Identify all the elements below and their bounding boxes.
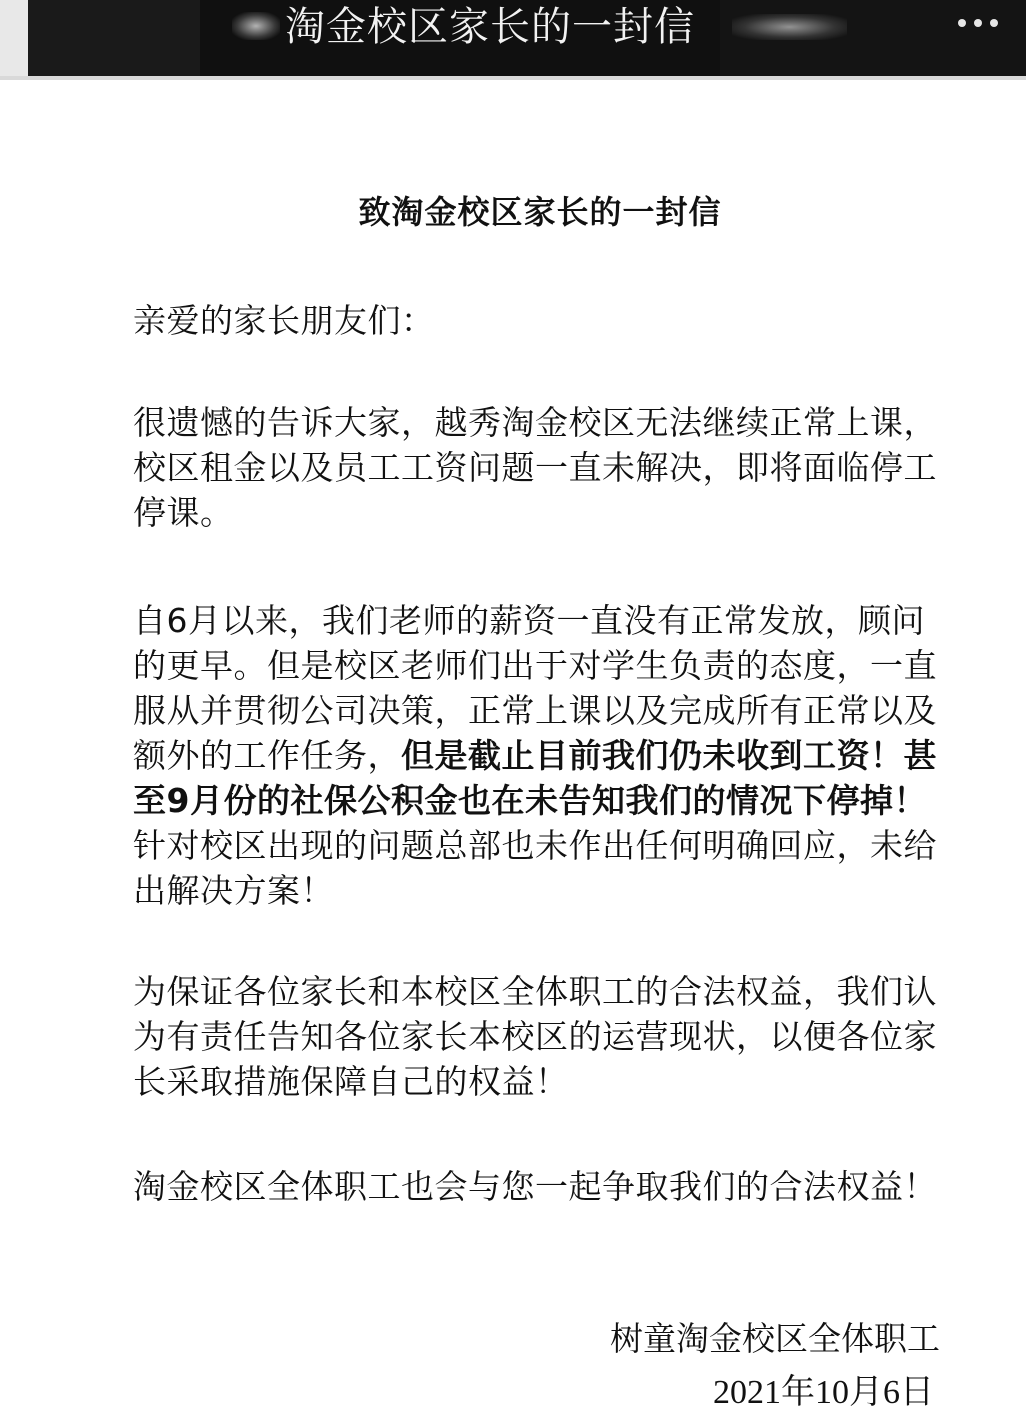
paragraph-2-intro: 自6月以来，我们老师的薪资一直没有正常发放，顾问的更早。但是校区老师们出于对学生负责的态度，一直服从并贯彻公司决策，正常上课以及完成所有正常以及额外的工作任务， bbox=[133, 601, 937, 775]
blurred-title-prefix bbox=[232, 12, 280, 40]
more-dot-icon bbox=[974, 19, 982, 27]
letter-paragraph-1: 很遗憾的告诉大家，越秀淘金校区无法继续正常上课，校区租金以及员工工资问题一直未解决，即将面临停工停课。 bbox=[133, 403, 937, 532]
more-dot-icon bbox=[958, 19, 966, 27]
letter-signature: 树童淘金校区全体职工 bbox=[610, 1319, 940, 1358]
letter-paragraph-2 bbox=[133, 598, 943, 913]
more-options-icon[interactable] bbox=[958, 18, 998, 28]
letter-date: 2021年10月6日 bbox=[713, 1374, 934, 1411]
header-left-panel bbox=[28, 0, 200, 76]
more-dot-icon bbox=[990, 19, 998, 27]
paragraph-2-emphasis: 但是截止目前我们仍未收到工资！甚至9月份的社保公积金也在未告知我们的情况下停掉！ bbox=[133, 736, 937, 820]
paragraph-2-conclusion: 针对校区出现的问题总部也未作出任何明确回应，未给出解决方案！ bbox=[133, 826, 937, 910]
letter-paragraph-4: 淘金校区全体职工也会与您一起争取我们的合法权益！ bbox=[133, 1167, 937, 1206]
app-header-bar bbox=[0, 0, 1026, 80]
letter-title: 致淘金校区家长的一封信 bbox=[358, 193, 722, 231]
header-left-edge bbox=[0, 0, 28, 76]
header-title: 淘金校区家长的一封信 bbox=[285, 4, 695, 50]
letter-salutation: 亲爱的家长朋友们： bbox=[133, 301, 435, 340]
blurred-title-suffix bbox=[732, 14, 847, 40]
letter-paragraph-3: 为保证各位家长和本校区全体职工的合法权益，我们认为有责任告知各位家长本校区的运营现状，以便各位家长采取措施保障自己的权益！ bbox=[133, 972, 937, 1101]
